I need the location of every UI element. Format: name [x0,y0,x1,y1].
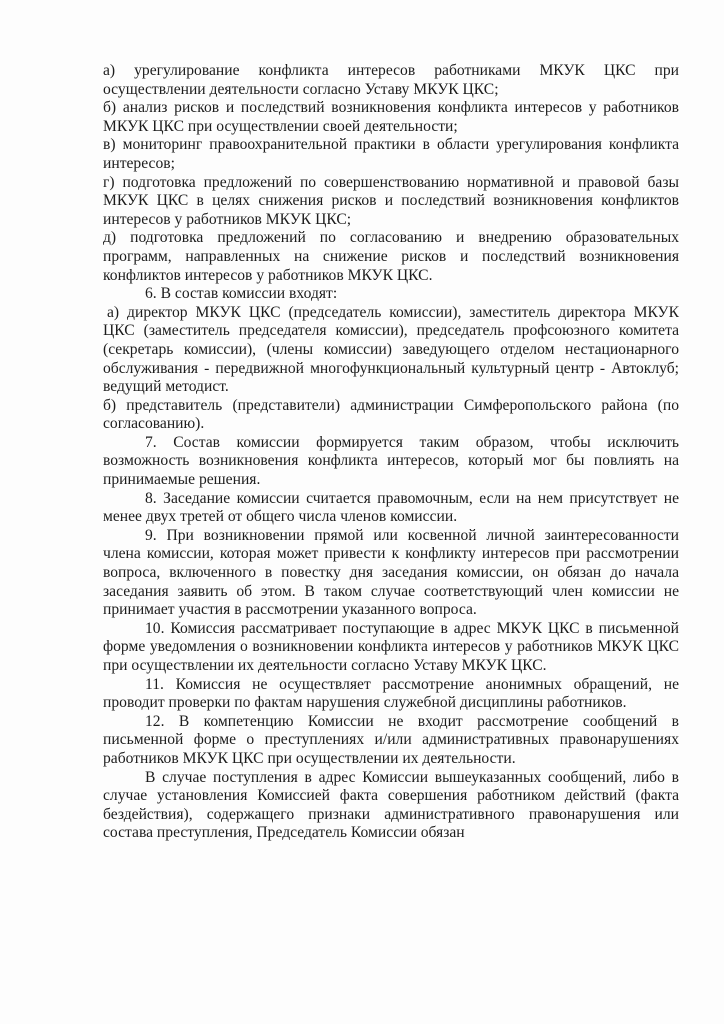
paragraph-7: 7. Состав комиссии формируется таким образом, чтобы исключить возможность возникновения конфликта интересов, который мог бы повлиять на принимаемые решения. [103,433,679,489]
document-body [103,62,679,843]
paragraph-v: в) мониторинг правоохранительной практики в области урегулирования конфликта интересов; [103,136,679,172]
paragraph-6b: б) представитель (представители) администрации Симферопольского района (по согласованию). [103,396,679,433]
paragraph-d: д) подготовка предложений по согласованию и внедрению образовательных программ, направленных на снижение рисков и последствий возникновения конфликтов интересов у работников МКУК ЦКС. [103,229,679,284]
paragraph-11: 11. Комиссия не осуществляет рассмотрение анонимных обращений, не проводит проверки по фактам нарушения служебной дисциплины работников. [103,675,679,712]
paragraph-12-cont: В случае поступления в адрес Комиссии вышеуказанных сообщений, либо в случае установления Комиссией факта совершения работником действий (факта бездействия), содержащего признаки административного правонарушения или состава преступления, Председатель Комиссии обязан [103,768,679,842]
paragraph-10: 10. Комиссия рассматривает поступающие в адрес МКУК ЦКС в письменной форме уведомления о возникновении конфликта интересов у работников МКУК ЦКС при осуществлении их деятельности согласно Уставу МКУК ЦКС. [103,619,679,674]
paragraph-a: а) урегулирование конфликта интересов работниками МКУК ЦКС при осуществлении деятельности согласно Уставу МКУК ЦКС; [103,62,679,98]
paragraph-12: 12. В компетенцию Комиссии не входит рассмотрение сообщений в письменной форме о преступлениях и/или административных правонарушениях работников МКУК ЦКС при осуществлении их деятельности. [103,712,679,767]
paragraph-6a: а) директор МКУК ЦКС (председатель комиссии), заместитель директора МКУК ЦКС (заместитель председателя комиссии), председатель профсоюзного комитета (секретарь комиссии), (члены комиссии) заведующего отделом нестационарного обслуживания - передвижной многофункциональный культурный центр - Автоклуб; ведущий методист. [103,303,679,396]
paragraph-8: 8. Заседание комиссии считается правомочным, если на нем присутствует не менее двух третей от общего числа членов комиссии. [103,489,679,526]
paragraph-g: г) подготовка предложений по совершенствованию нормативной и правовой базы МКУК ЦКС в целях снижения рисков и последствий возникновения конфликтов интересов у работников МКУК ЦКС; [103,173,679,228]
paragraph-9: 9. При возникновении прямой или косвенной личной заинтересованности члена комиссии, которая может привести к конфликту интересов при рассмотрении вопроса, включенного в повестку дня заседания комиссии, он обязан до начала заседания заявить об этом. В таком случае соответствующий член комиссии не принимает участия в рассмотрении указанного вопроса. [103,526,679,619]
paragraph-b: б) анализ рисков и последствий возникновения конфликта интересов у работников МКУК ЦКС при осуществлении своей деятельности; [103,99,679,135]
paragraph-6: 6. В состав комиссии входят: [145,285,338,303]
